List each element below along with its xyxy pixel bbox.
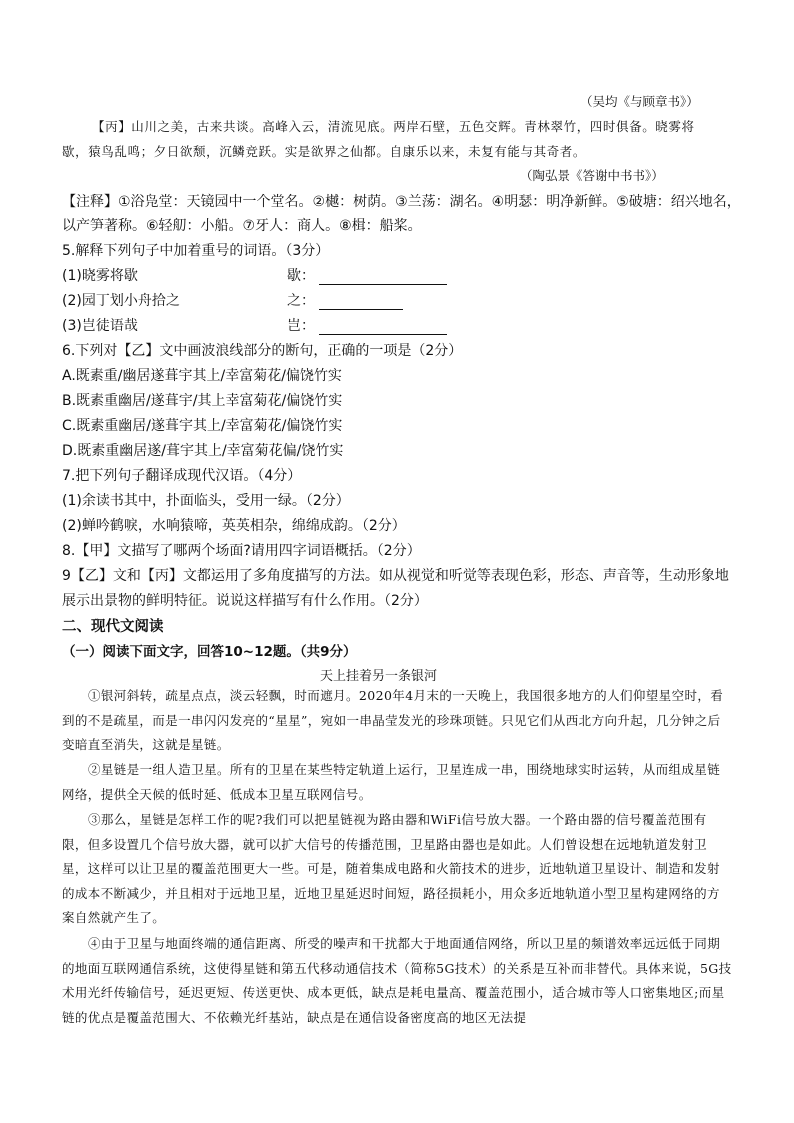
answer-blank-1[interactable]	[319, 270, 447, 285]
question-6-option-b[interactable]: B.既素重幽居/遂葺宇/其上幸富菊花/偏饶竹实	[62, 393, 343, 409]
section-heading: 二、现代文阅读	[62, 619, 164, 635]
question-5-answer-1	[287, 265, 447, 285]
answer-label: 歇：	[287, 268, 315, 284]
question-6-option-c[interactable]: C.既素重幽居/遂葺宇其上/幸富菊花/偏饶竹实	[62, 418, 343, 434]
passage-bing-line2: 歇，猿鸟乱鸣；夕日欲颓，沉鳞竞跃。实是欲界之仙都。自康乐以来，未复有能与其奇者。	[62, 144, 587, 159]
question-7-item-1: (1)余读书其中，扑面临头，受用一绿。（2分）	[62, 493, 350, 509]
article-title: 天上挂着另一条银河	[320, 669, 438, 684]
question-6-stem: 6.下列对【乙】文中画波浪线部分的断句，正确的一项是（2分）	[62, 343, 463, 359]
answer-label: 岂：	[287, 318, 315, 334]
source-wujun: （吴均《与顾章书》）	[580, 94, 699, 109]
notes-line2: 以产笋著称。⑥轻舠：小船。⑦牙人：商人。⑧楫：船桨。	[62, 218, 422, 234]
question-8: 8.【甲】文描写了哪两个场面?请用四字词语概括。（2分）	[62, 543, 421, 559]
question-5-stem: 5.解释下列句子中加着重号的词语。（3分）	[62, 243, 330, 259]
answer-blank-2[interactable]	[319, 295, 403, 310]
question-9-line2: 展示出景物的鲜明特征。说说这样描写有什么作用。（2分）	[62, 593, 428, 609]
article-paragraph-1: ①银河斜转，疏星点点，淡云轻飘，时而遮月。2020年4月末的一天晚上，我国很多地方的人们仰望星空时，看到的不是疏星，而是一串闪闪发亮的“星星”，宛如一串晶莹发光的珍珠项链。只见它们从西北方向升起，几分钟之后变暗直至消失，这就是星链。	[62, 688, 724, 753]
question-7-stem: 7.把下列句子翻译成现代汉语。（4分）	[62, 468, 302, 484]
question-9-line1: 9【乙】文和【丙】文都运用了多角度描写的方法。如从视觉和听觉等表现色彩，形态、声音等，生动形象地	[62, 568, 729, 584]
section-subheading: （一）阅读下面文字，回答10~12题。（共9分）	[62, 644, 357, 660]
question-5-answer-2	[287, 290, 403, 310]
question-5-answer-3	[287, 315, 447, 335]
question-7-item-2: (2)蝉吟鹤唳，水响猿啼，英英相杂，绵绵成韵。（2分）	[62, 518, 406, 534]
answer-label: 之：	[287, 293, 315, 309]
article-paragraph-4: ④由于卫星与地面终端的通信距离、所受的噪声和干扰都大于地面通信网络，所以卫星的频谱效率远远低于同期的地面互联网通信系统，这使得星链和第五代移动通信技术（简称5G技术）的关系是互补而非替代。具体来说，5G技术用光纤传输信号，延迟更短、传送更快、成本更低，缺点是耗电量高、覆盖范围小，适合城市等人口密集地区;而星链的优点是覆盖范围大、不依赖光纤基站，缺点是在通信设备密度高的地区无法提	[62, 936, 732, 1025]
question-5-item-1: (1)晓雾将歇	[62, 268, 138, 284]
question-5-item-2: (2)园丁划小舟拾之	[62, 293, 180, 309]
question-6-option-a[interactable]: A.既素重/幽居遂葺宇其上/幸富菊花/偏饶竹实	[62, 368, 342, 384]
article-paragraph-3: ③那么，星链是怎样工作的呢?我们可以把星链视为路由器和WiFi信号放大器。一个路由器的信号覆盖范围有限，但多设置几个信号放大器，就可以扩大信号的传播范围，卫星路由器也是如此。人们曾设想在远地轨道发射卫星，这样可以让卫星的覆盖范围更大一些。可是，随着集成电路和火箭技术的进步，近地轨道卫星设计、制造和发射的成本不断减少，并且相对于远地卫星，近地卫星延迟时间短，路径损耗小，用众多近地轨道小型卫星构建网络的方案自然就产生了。	[62, 812, 720, 926]
question-5-item-3: (3)岂徒语哉	[62, 318, 138, 334]
article-paragraph-2: ②星链是一组人造卫星。所有的卫星在某些特定轨道上运行，卫星连成一串，围绕地球实时运转，从而组成星链网络，提供全天候的低时延、低成本卫星互联网信号。	[62, 762, 721, 802]
source-taohongjing: （陶弘景《答谢中书书》）	[520, 168, 664, 183]
question-6-option-d[interactable]: D.既素重幽居遂/葺宇其上/幸富菊花偏/饶竹实	[62, 443, 344, 459]
notes-line1: 【注释】①浴凫堂：天镜园中一个堂名。②樾：树荫。③兰荡：湖名。④明瑟：明净新鲜。⑤破塘：绍兴地名，	[62, 194, 741, 210]
answer-blank-3[interactable]	[319, 320, 447, 335]
passage-bing-line1: 【丙】山川之美，古来共谈。高峰入云，清流见底。两岸石壁，五色交辉。青林翠竹，四时俱备。晓雾将	[92, 119, 695, 134]
